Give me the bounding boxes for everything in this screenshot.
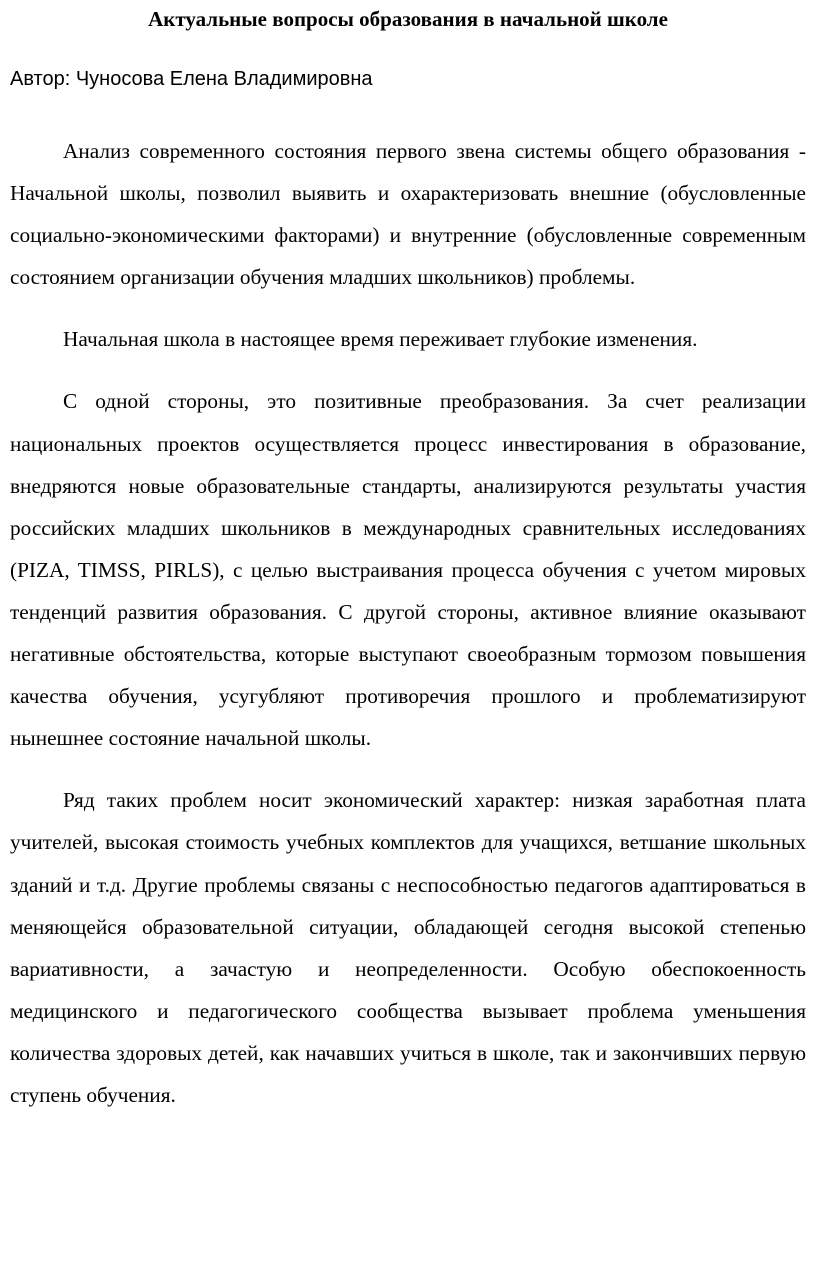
document-title: Актуальные вопросы образования в начальной школе [148, 7, 668, 31]
document-page [10, 0, 806, 1116]
document-author: Автор: Чуносова Елена Владимировна [10, 68, 373, 90]
paragraph-analysis: Анализ современного состояния первого звена системы общего образования - Начальной школы, позволил выявить и охарактеризовать внешние (обусловленные социально-экономическими факторами) и внутренние (обусловленные современным состоянием организации обучения младших школьников) проблемы. [10, 139, 806, 290]
paragraph-problems: Ряд таких проблем носит экономический характер: низкая заработная плата учителей, высокая стоимость учебных комплектов для учащихся, ветшание школьных зданий и т.д. Другие проблемы связаны с неспособностью педагогов адаптироваться в меняющейся образовательной ситуации, обладающей сегодня высокой степенью вариативности, а зачастую и неопределенности. Особую обеспокоенность медицинского и педагогического сообщества вызывает проблема уменьшения количества здоровых детей, как начавших учиться в школе, так и закончивших первую ступень обучения. [10, 788, 806, 1107]
paragraph-positive-negative: С одной стороны, это позитивные преобразования. За счет реализации национальных проектов осуществляется процесс инвестирования в образование, внедряются новые образовательные стандарты, анализируются результаты участия российских младших школьников в международных сравнительных исследованиях (PIZA, TIMSS, PIRLS), с целью выстраивания процесса обучения с учетом мировых тенденций развития образования. С другой стороны, активное влияние оказывают негативные обстоятельства, которые выступают своеобразным тормозом повышения качества обучения, усугубляют противоречия прошлого и проблематизируют нынешнее состояние начальной школы. [10, 389, 806, 751]
paragraph-changes: Начальная школа в настоящее время переживает глубокие изменения. [63, 327, 698, 352]
